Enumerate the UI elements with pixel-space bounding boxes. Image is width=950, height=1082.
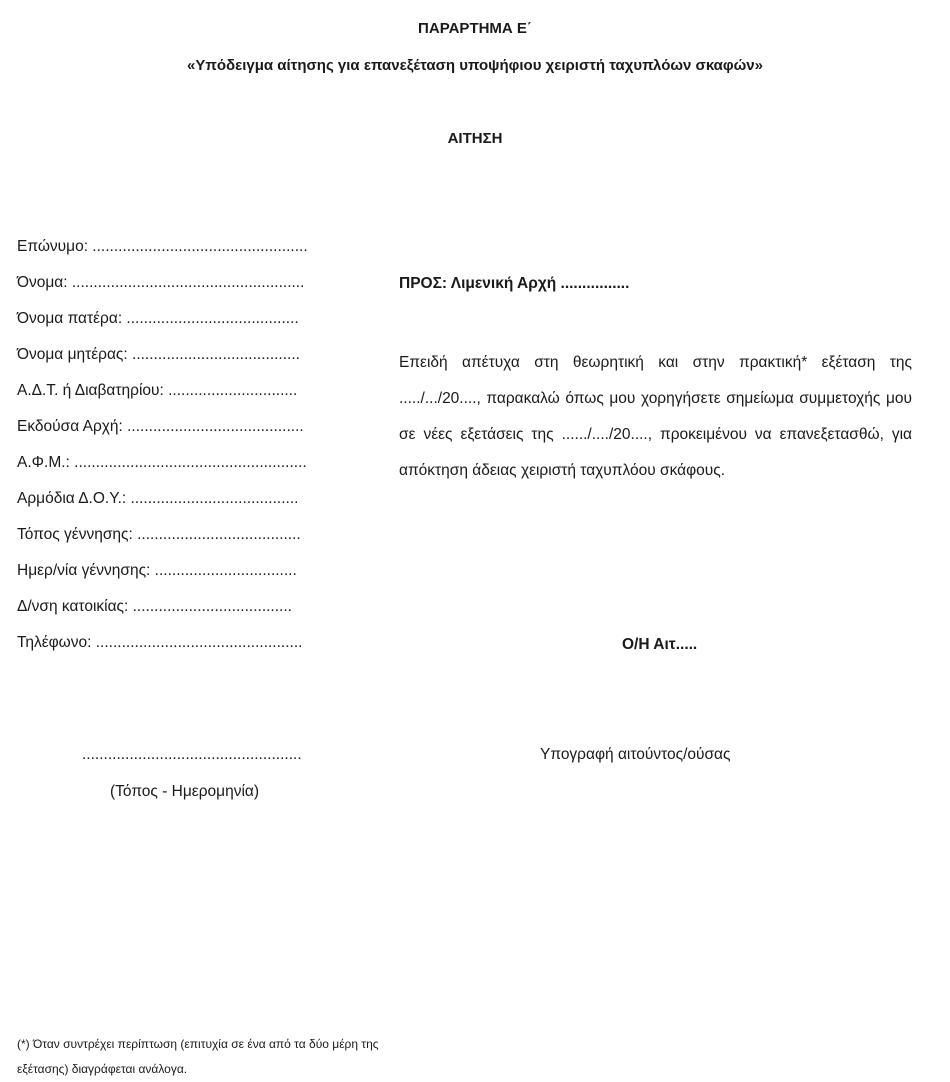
applicant-label: Ο/Η Αιτ..... <box>622 636 698 653</box>
field-surname: Επώνυμο: .................................................. <box>17 238 308 255</box>
field-phone: Τηλέφωνο: ................................................ <box>17 634 303 651</box>
field-tax-number: Α.Φ.Μ.: ...................................................... <box>17 454 307 471</box>
field-tax-office: Αρμόδια Δ.Ο.Υ.: ....................................... <box>17 490 299 507</box>
field-name: Όνομα: ...................................................... <box>17 274 305 291</box>
annex-title: ΠΑΡΑΡΤΗΜΑ Ε΄ <box>418 20 532 37</box>
recipient-line: ΠΡΟΣ: Λιμενική Αρχή ................ <box>399 275 630 292</box>
field-id-passport: Α.Δ.Τ. ή Διαβατηρίου: .............................. <box>17 382 298 399</box>
field-mother-name: Όνομα μητέρας: ....................................... <box>17 346 300 363</box>
request-body-text: Επειδή απέτυχα στη θεωρητική και στην πρακτική* εξέταση της ...../.../20...., παρακαλώ όπως μου χορηγήσετε σημείωμα συμμετοχής μου σε νέες εξετάσεις της ....../..../20...., προκειμένου να επανεξετασθώ, για απόκτηση άδειας χειριστή ταχυπλόου σκάφους. <box>399 354 912 479</box>
field-address: Δ/νση κατοικίας: ..................................... <box>17 598 292 615</box>
field-birthplace: Τόπος γέννησης: ...................................... <box>17 526 301 543</box>
place-date-line: ................................................... <box>82 746 302 763</box>
field-issuing-authority: Εκδούσα Αρχή: ......................................... <box>17 418 304 435</box>
field-birthdate: Ημερ/νία γέννησης: ................................. <box>17 562 297 579</box>
applicant-fields <box>17 236 357 668</box>
place-date-label: (Τόπος - Ημερομηνία) <box>110 783 260 800</box>
signature-label: Υπογραφή αιτούντος/ούσας <box>540 746 731 763</box>
document-heading: ΑΙΤΗΣΗ <box>447 130 503 147</box>
document-subtitle: «Υπόδειγμα αίτησης για επανεξέταση υποψήφιου χειριστή ταχυπλόων σκαφών» <box>187 57 763 74</box>
field-father-name: Όνομα πατέρα: ........................................ <box>17 310 299 327</box>
footnote: (*) Όταν συντρέχει περίπτωση (επιτυχία σε ένα από τα δύο μέρη της εξέτασης) διαγράφεται ανάλογα. <box>17 1037 379 1076</box>
